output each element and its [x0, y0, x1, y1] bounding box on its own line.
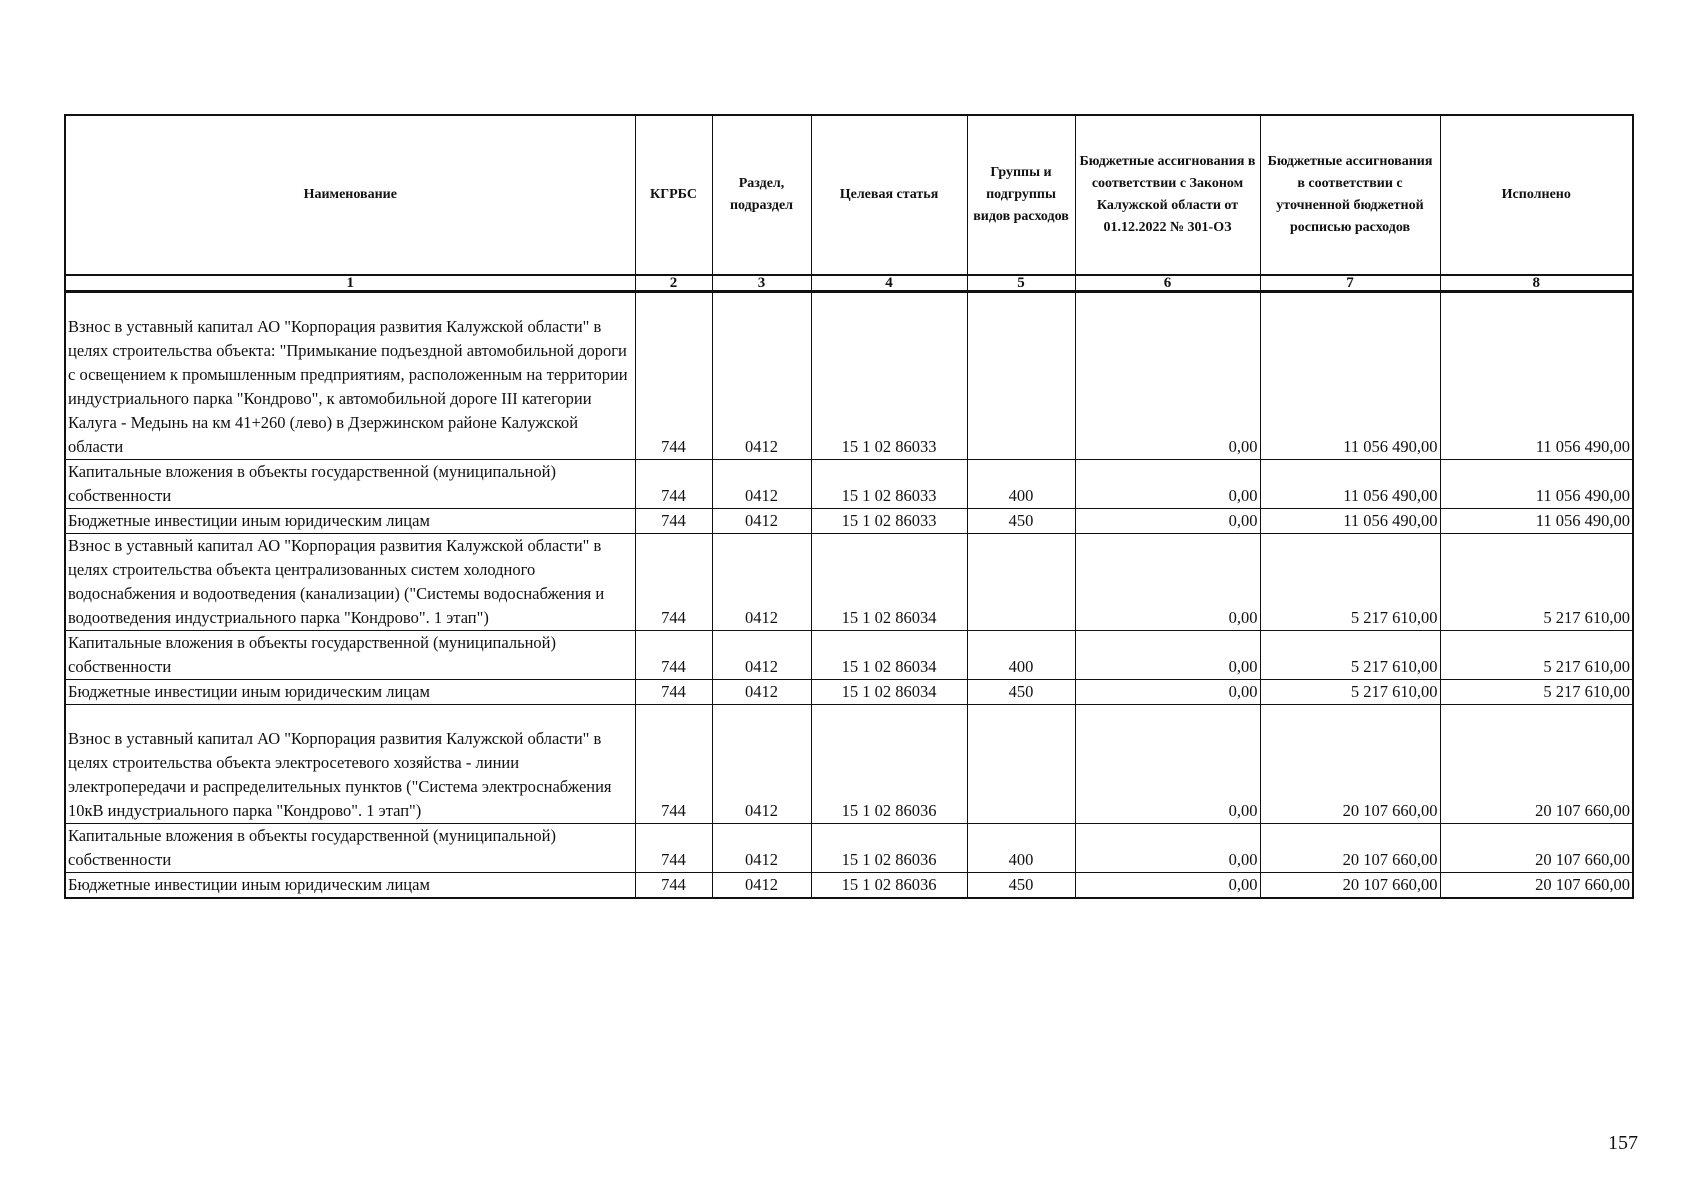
row-group [967, 705, 1075, 824]
row-executed-amount: 20 107 660,00 [1440, 824, 1633, 873]
row-kgrbs: 744 [635, 631, 712, 680]
row-kgrbs: 744 [635, 705, 712, 824]
row-executed-amount: 20 107 660,00 [1440, 705, 1633, 824]
column-number: 2 [635, 275, 712, 292]
row-kgrbs: 744 [635, 292, 712, 460]
table-row [65, 509, 1633, 534]
row-kgrbs: 744 [635, 509, 712, 534]
row-kgrbs: 744 [635, 460, 712, 509]
table-header [65, 115, 1633, 292]
row-plan-amount: 11 056 490,00 [1260, 460, 1440, 509]
table-row [65, 705, 1633, 824]
row-executed-amount: 5 217 610,00 [1440, 534, 1633, 631]
row-law-amount: 0,00 [1075, 873, 1260, 899]
row-name: Капитальные вложения в объекты государственной (муниципальной) собственности [65, 460, 635, 509]
row-target: 15 1 02 86034 [811, 534, 967, 631]
header-law-allocations: Бюджетные ассигнования в соответствии с Законом Калужской области от 01.12.2022 № 301-ОЗ [1075, 115, 1260, 275]
row-target: 15 1 02 86034 [811, 680, 967, 705]
column-number: 4 [811, 275, 967, 292]
column-number: 3 [712, 275, 811, 292]
row-kgrbs: 744 [635, 534, 712, 631]
table-row [65, 631, 1633, 680]
row-law-amount: 0,00 [1075, 292, 1260, 460]
row-law-amount: 0,00 [1075, 824, 1260, 873]
column-number: 7 [1260, 275, 1440, 292]
row-law-amount: 0,00 [1075, 705, 1260, 824]
row-group: 450 [967, 509, 1075, 534]
row-name: Капитальные вложения в объекты государственной (муниципальной) собственности [65, 824, 635, 873]
row-plan-amount: 5 217 610,00 [1260, 680, 1440, 705]
row-kgrbs: 744 [635, 873, 712, 899]
row-section: 0412 [712, 292, 811, 460]
row-executed-amount: 20 107 660,00 [1440, 873, 1633, 899]
header-name: Наименование [65, 115, 635, 275]
row-target: 15 1 02 86034 [811, 631, 967, 680]
row-section: 0412 [712, 824, 811, 873]
column-number: 8 [1440, 275, 1633, 292]
table-row [65, 534, 1633, 631]
header-section: Раздел, подраздел [712, 115, 811, 275]
row-law-amount: 0,00 [1075, 460, 1260, 509]
header-refined-allocations: Бюджетные ассигнования в соответствии с уточненной бюджетной росписью расходов [1260, 115, 1440, 275]
row-name: Капитальные вложения в объекты государственной (муниципальной) собственности [65, 631, 635, 680]
row-section: 0412 [712, 705, 811, 824]
row-group: 450 [967, 680, 1075, 705]
header-expense-groups: Группы и подгруппы видов расходов [967, 115, 1075, 275]
row-section: 0412 [712, 680, 811, 705]
row-group: 400 [967, 631, 1075, 680]
row-executed-amount: 11 056 490,00 [1440, 460, 1633, 509]
row-target: 15 1 02 86033 [811, 460, 967, 509]
header-row [65, 115, 1633, 275]
column-number: 1 [65, 275, 635, 292]
header-executed: Исполнено [1440, 115, 1633, 275]
column-number: 6 [1075, 275, 1260, 292]
row-group: 400 [967, 824, 1075, 873]
row-group: 450 [967, 873, 1075, 899]
row-law-amount: 0,00 [1075, 534, 1260, 631]
column-number: 5 [967, 275, 1075, 292]
table-row [65, 824, 1633, 873]
budget-table [64, 114, 1634, 899]
table-row [65, 873, 1633, 899]
table-row [65, 292, 1633, 460]
row-plan-amount: 11 056 490,00 [1260, 509, 1440, 534]
row-kgrbs: 744 [635, 824, 712, 873]
row-name: Взнос в уставный капитал АО "Корпорация развития Калужской области" в целях строительства объекта централизованных систем холодного водоснабжения и водоотведения (канализации) ("Системы водоснабжения и водоотведения индустриального парка "Кондрово". 1 этап") [65, 534, 635, 631]
row-plan-amount: 20 107 660,00 [1260, 705, 1440, 824]
row-section: 0412 [712, 631, 811, 680]
row-group: 400 [967, 460, 1075, 509]
column-number-row [65, 275, 1633, 292]
row-law-amount: 0,00 [1075, 509, 1260, 534]
table-row [65, 680, 1633, 705]
row-section: 0412 [712, 460, 811, 509]
row-name: Взнос в уставный капитал АО "Корпорация развития Калужской области" в целях строительства объекта: "Примыкание подъездной автомобильной дороги с освещением к промышленным предприятиям, расположенным на территории индустриального парка "Кондрово", к автомобильной дороге III категории Калуга - Медынь на км 41+260 (лево) в Дзержинском районе Калужской области [65, 292, 635, 460]
row-executed-amount: 11 056 490,00 [1440, 509, 1633, 534]
row-plan-amount: 20 107 660,00 [1260, 873, 1440, 899]
row-law-amount: 0,00 [1075, 680, 1260, 705]
row-target: 15 1 02 86036 [811, 873, 967, 899]
row-executed-amount: 5 217 610,00 [1440, 631, 1633, 680]
row-section: 0412 [712, 534, 811, 631]
row-plan-amount: 11 056 490,00 [1260, 292, 1440, 460]
row-group [967, 292, 1075, 460]
row-name: Бюджетные инвестиции иным юридическим лицам [65, 509, 635, 534]
row-executed-amount: 5 217 610,00 [1440, 680, 1633, 705]
row-name: Бюджетные инвестиции иным юридическим лицам [65, 873, 635, 899]
header-kgrbs: КГРБС [635, 115, 712, 275]
row-plan-amount: 5 217 610,00 [1260, 534, 1440, 631]
row-target: 15 1 02 86036 [811, 824, 967, 873]
row-kgrbs: 744 [635, 680, 712, 705]
table-body [65, 292, 1633, 899]
row-law-amount: 0,00 [1075, 631, 1260, 680]
page-number: 157 [1608, 1132, 1638, 1154]
row-plan-amount: 5 217 610,00 [1260, 631, 1440, 680]
row-name: Взнос в уставный капитал АО "Корпорация развития Калужской области" в целях строительства объекта электросетевого хозяйства - линии электропередачи и распределительных пунктов ("Система электроснабжения 10кВ индустриального парка "Кондрово". 1 этап") [65, 705, 635, 824]
row-plan-amount: 20 107 660,00 [1260, 824, 1440, 873]
row-target: 15 1 02 86033 [811, 509, 967, 534]
row-group [967, 534, 1075, 631]
row-executed-amount: 11 056 490,00 [1440, 292, 1633, 460]
header-target-article: Целевая статья [811, 115, 967, 275]
table-row [65, 460, 1633, 509]
row-section: 0412 [712, 873, 811, 899]
row-target: 15 1 02 86033 [811, 292, 967, 460]
row-name: Бюджетные инвестиции иным юридическим лицам [65, 680, 635, 705]
row-section: 0412 [712, 509, 811, 534]
row-target: 15 1 02 86036 [811, 705, 967, 824]
